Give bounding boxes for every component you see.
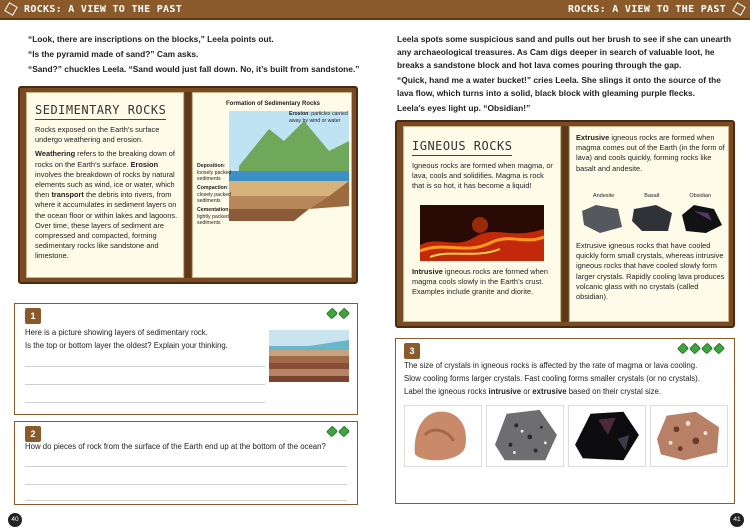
deposition-desc: : loosely packed sediments xyxy=(197,163,232,182)
rock-photos-row xyxy=(404,405,728,467)
gem-icon xyxy=(338,426,350,438)
weathering-term: Weathering xyxy=(35,149,76,159)
erosion-term: Erosion xyxy=(130,159,159,169)
book-spine xyxy=(562,126,568,322)
question-2-box xyxy=(14,421,358,505)
question-number: 1 xyxy=(25,308,41,324)
left-header-bar xyxy=(0,0,375,20)
intrusive-desc: igneous rocks are formed when magma cools slowly in the Earth’s crust. Examples include granite and diorite. xyxy=(412,267,548,297)
q1-line2: Is the top or bottom layer the oldest? Explain your thinking. xyxy=(25,341,228,350)
diagram-title: Formation of Sedimentary Rocks xyxy=(225,101,321,107)
dialog-line: “Is the pyramid made of sand?” Cam asks. xyxy=(28,49,199,59)
answer-line[interactable] xyxy=(25,466,347,467)
q3-intrusive: intrusive xyxy=(488,387,522,396)
q3-text xyxy=(404,359,734,398)
right-dialog xyxy=(397,33,737,117)
q3-line1: The size of crystals in igneous rocks is affected by the rate of magma or lava cooling. xyxy=(404,361,698,370)
question-number: 3 xyxy=(404,343,420,359)
extrusive-term: Extrusive xyxy=(576,133,610,142)
page-number: 41 xyxy=(730,513,744,527)
answer-line[interactable] xyxy=(25,384,265,385)
book-right-page xyxy=(192,92,352,278)
lava-image xyxy=(420,205,544,261)
rock-name: Andesite xyxy=(592,193,615,199)
book-right-page xyxy=(569,126,729,322)
dialog-line: “Sand?” chuckles Leela. “Sand would just fall down. No, it’s built from sandstone.” xyxy=(28,64,360,74)
q3-line3 xyxy=(404,385,734,398)
answer-line[interactable] xyxy=(25,366,265,367)
answer-line[interactable] xyxy=(25,484,347,485)
q1-text xyxy=(25,326,265,352)
dialog-line: “Look, there are inscriptions on the blocks,” Leela points out. xyxy=(28,34,274,44)
answer-line[interactable] xyxy=(25,402,265,403)
compaction-label xyxy=(197,185,233,205)
gems xyxy=(678,343,724,354)
extrusive-desc: igneous rocks are formed when magma comes out of the Earth (in the form of lava) and cools quickly, forming rocks like basalt and andesite. xyxy=(576,133,725,173)
dialog-line: Leela’s eyes light up. “Obsidian!” xyxy=(397,103,531,113)
book-left-page xyxy=(403,126,561,322)
gem-icon xyxy=(689,343,701,355)
cementation-term: Cementation xyxy=(197,207,229,213)
section-title: SEDIMENTARY ROCKS xyxy=(35,103,166,120)
gems xyxy=(327,426,349,437)
question-3-box xyxy=(395,338,735,504)
q3-line3-c: or xyxy=(521,387,533,396)
gems xyxy=(327,308,349,319)
gem-icon xyxy=(338,308,350,320)
deposition-label xyxy=(197,163,233,183)
sedimentary-diagram xyxy=(229,111,349,221)
q1-line1: Here is a picture showing layers of sedimentary rock. xyxy=(25,328,208,337)
section-title: IGNEOUS ROCKS xyxy=(412,139,512,156)
cementation-desc: : tightly packed sediments xyxy=(197,207,230,226)
q3-extrusive: extrusive xyxy=(532,387,567,396)
cementation-label xyxy=(197,207,233,227)
gem-icon xyxy=(677,343,689,355)
q3-line3-e: based on their crystal size. xyxy=(566,387,662,396)
sedimentary-book xyxy=(18,86,358,284)
gem-icon xyxy=(326,426,338,438)
sed-rest: the debris into rivers, from where it accumulates in sediment layers on the ocean floor or within lakes and lagoons. Over time, these layers of sediment are compressed and compacted, forming sedimentary rocks like sandstone and limestone. xyxy=(35,190,178,261)
page-number: 40 xyxy=(8,513,22,527)
left-dialog xyxy=(28,33,373,78)
dialog-line: “Quick, hand me a water bucket!” cries Leela. She slings it onto the source of the lava flow, which turns into a solid, black block with gleaming purple flecks. xyxy=(397,75,721,98)
igneous-book xyxy=(395,120,735,328)
igneous-rocks-image xyxy=(578,201,726,235)
rock-name: Obsidian xyxy=(689,193,712,199)
rock-photo-4 xyxy=(650,405,728,467)
deposition-term: Deposition xyxy=(197,163,224,169)
compaction-desc: : closely packed sediments xyxy=(197,185,232,204)
q2-text: How do pieces of rock from the surface of the Earth end up at the bottom of the ocean? xyxy=(25,442,326,451)
erosion-label-term: Erosion xyxy=(289,111,309,117)
right-page xyxy=(375,0,750,531)
left-header-title: ROCKS: A VIEW TO THE PAST xyxy=(24,4,183,15)
rock-photo-2 xyxy=(486,405,564,467)
compaction-term: Compaction xyxy=(197,185,227,191)
rock-name: Basalt xyxy=(644,193,660,199)
rock-photo-3 xyxy=(568,405,646,467)
hexagon-icon xyxy=(732,2,746,16)
transport-term: transport xyxy=(51,190,84,200)
book-spine xyxy=(185,92,191,278)
right-header-bar xyxy=(375,0,750,20)
answer-line[interactable] xyxy=(25,500,347,501)
book-left-page xyxy=(26,92,184,278)
sed-intro: Rocks exposed on the Earth’s surface undergo weathering and erosion. xyxy=(35,125,160,145)
erosion-label xyxy=(289,111,349,124)
sed-body xyxy=(35,149,181,261)
hexagon-icon xyxy=(4,2,18,16)
intrusive-term: Intrusive xyxy=(412,267,443,276)
intrusive-text xyxy=(412,267,558,298)
right-header-title: ROCKS: A VIEW TO THE PAST xyxy=(567,4,726,15)
rock-photo-1 xyxy=(404,405,482,467)
weathering-text: refers to the breaking down of rocks on the Earth’s surface. xyxy=(35,149,175,169)
gem-icon xyxy=(326,308,338,320)
question-number: 2 xyxy=(25,426,41,442)
erosion-text: involves the breakdown of rocks by natural elements such as wind, ice or water, which then xyxy=(35,169,175,200)
q3-line3-a: Label the igneous rocks xyxy=(404,387,489,396)
extrusive-more: Extrusive igneous rocks that have cooled quickly form small crystals, whereas intrusive igneous rocks that have cooled slowly form larger crystals. Rapidly cooling lava produces volcanic glass with no crystals (called obsidian). xyxy=(576,241,725,302)
gem-icon xyxy=(713,343,725,355)
ign-intro: Igneous rocks are formed when magma, or lava, cools and solidifies. Magma is rock that is so hot, it has become a liquid! xyxy=(412,161,553,191)
erosion-label-desc: : particles carried away by wind or water xyxy=(289,111,348,124)
rock-names-row xyxy=(578,193,726,199)
rock-layers-image xyxy=(269,330,349,382)
question-1-box xyxy=(14,303,358,415)
q3-line2: Slow cooling forms larger crystals. Fast cooling forms smaller crystals (or no crystals). xyxy=(404,374,700,383)
dialog-line: Leela spots some suspicious sand and pulls out her brush to see if she can unearth any archaeological treasures. As Cam digs deeper in search of valuable loot, he breaks a sandstone block and hot lava comes pouring through the gap. xyxy=(397,34,732,70)
gem-icon xyxy=(701,343,713,355)
extrusive-text xyxy=(576,133,726,174)
